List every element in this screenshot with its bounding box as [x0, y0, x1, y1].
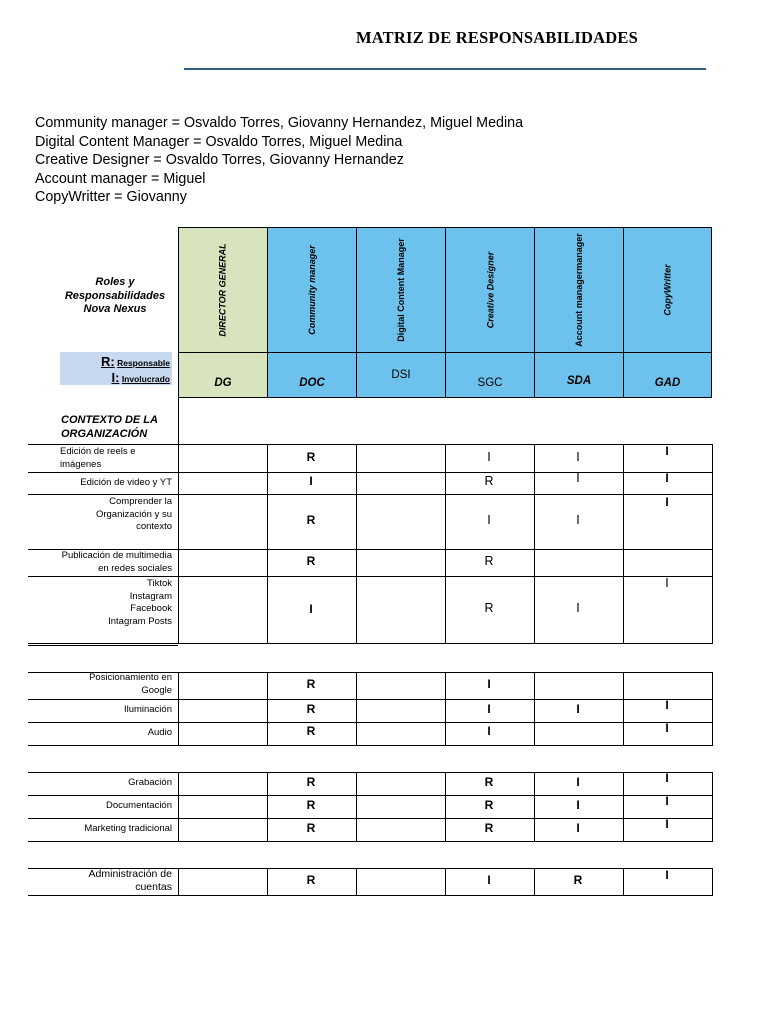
col-header-account-manager: [534, 227, 624, 353]
task-label-line: en redes sociales: [98, 562, 172, 574]
task-label: [80, 477, 172, 490]
matrix-cell: R: [306, 724, 316, 738]
matrix-cell: I: [665, 576, 669, 590]
grid-vline: [623, 576, 624, 644]
matrix-cell: I: [665, 817, 669, 831]
grid-vline: [623, 472, 624, 495]
grid-vline: [623, 772, 624, 796]
grid-vline: [356, 772, 357, 796]
matrix-cell: R: [306, 873, 316, 887]
task-label-line: cuentas: [135, 880, 172, 893]
grid-vline: [445, 472, 446, 495]
task-label: [128, 777, 172, 790]
grid-vline: [712, 699, 713, 723]
matrix-cell: R: [306, 775, 316, 789]
col-code-sgc: SGC: [445, 352, 535, 398]
matrix-cell: R: [306, 702, 316, 716]
grid-vline: [178, 699, 179, 723]
grid-hline: [28, 643, 712, 644]
grid-vline: [267, 494, 268, 550]
grid-vline: [623, 818, 624, 842]
legend-r-letter: R:: [101, 354, 115, 369]
grid-vline: [267, 472, 268, 495]
matrix-cell: I: [665, 771, 669, 785]
col-code-dsi: DSI: [356, 352, 446, 398]
grid-vline: [623, 549, 624, 577]
grid-vline: [178, 772, 179, 796]
task-label: [62, 550, 172, 575]
grid-vline: [445, 494, 446, 550]
matrix-cell: I: [487, 677, 491, 691]
task-label: [148, 727, 172, 740]
grid-vline: [623, 672, 624, 700]
matrix-cell: I: [665, 721, 669, 735]
grid-vline: [712, 772, 713, 796]
section-label-line: ORGANIZACIÓN: [61, 428, 148, 440]
task-label: [96, 496, 172, 534]
task-label-line: Comprender la: [109, 496, 172, 507]
task-label-line: Audio: [147, 727, 172, 738]
grid-vline: [623, 795, 624, 819]
matrix-cell: I: [576, 821, 580, 835]
grid-vline: [712, 576, 713, 644]
grid-vline: [445, 795, 446, 819]
role-line: Account manager = Miguel: [35, 170, 206, 187]
matrix-cell: I: [576, 450, 580, 464]
matrix-cell: R: [306, 798, 316, 812]
title-underline: [184, 68, 706, 70]
matrix-cell: R: [306, 554, 316, 568]
grid-vline: [534, 672, 535, 700]
task-label-line: imágenes: [60, 458, 102, 470]
matrix-cell: R: [484, 554, 494, 568]
grid-hline: [28, 472, 712, 473]
col-header-text: DIRECTOR GENERAL: [218, 243, 228, 337]
grid-hline: [28, 772, 712, 773]
grid-vline: [712, 494, 713, 550]
grid-vline: [356, 444, 357, 473]
grid-vline: [534, 818, 535, 842]
grid-vline: [267, 444, 268, 473]
grid-vline: [356, 818, 357, 842]
matrix-cell: I: [665, 444, 669, 458]
task-label-line: Administración de: [88, 868, 172, 880]
col-code-dg: DG: [178, 352, 268, 398]
grid-vline: [178, 576, 179, 644]
matrix-cell: I: [665, 794, 669, 808]
matrix-corner-label: [55, 276, 175, 317]
grid-vline: [623, 868, 624, 896]
document-title: MATRIZ DE RESPONSABILIDADES: [356, 28, 638, 47]
grid-hline: [28, 494, 712, 495]
grid-hline: [28, 745, 712, 746]
grid-vline: [178, 398, 179, 444]
grid-hline: [28, 841, 712, 842]
matrix-cell: I: [576, 798, 580, 812]
grid-vline: [445, 699, 446, 723]
grid-vline: [712, 444, 713, 473]
col-header-community-manager: [267, 227, 357, 353]
matrix-cell: I: [665, 495, 669, 509]
grid-hline: [28, 699, 712, 700]
task-label-line: Iluminación: [123, 704, 172, 715]
col-code-doc: DOC: [267, 352, 357, 398]
grid-vline: [356, 672, 357, 700]
grid-vline: [267, 672, 268, 700]
matrix-cell: I: [576, 702, 580, 716]
col-code-sda: SDA: [534, 352, 624, 398]
grid-vline: [623, 494, 624, 550]
grid-vline: [712, 795, 713, 819]
matrix-cell: I: [576, 775, 580, 789]
grid-vline: [445, 672, 446, 700]
task-label-line: Organización y su: [95, 508, 172, 520]
grid-vline: [356, 722, 357, 746]
matrix-cell: I: [487, 450, 491, 464]
role-line: Digital Content Manager = Osvaldo Torres, Miguel Medina: [35, 133, 403, 150]
role-line: CopyWritter = Giovanny: [35, 189, 187, 206]
grid-vline: [178, 444, 179, 473]
matrix-cell: I: [665, 698, 669, 712]
matrix-cell: R: [306, 450, 316, 464]
grid-vline: [445, 818, 446, 842]
grid-hline: [28, 722, 712, 723]
col-header-text: Digital Content Manager: [396, 238, 407, 342]
matrix-cell: I: [576, 601, 580, 615]
grid-vline: [712, 722, 713, 746]
grid-vline: [356, 494, 357, 550]
grid-vline: [356, 868, 357, 896]
legend-involucrado: [111, 370, 170, 385]
grid-hline: [28, 795, 712, 796]
matrix-cell: I: [309, 602, 313, 616]
grid-vline: [178, 818, 179, 842]
matrix-cell: I: [487, 513, 491, 527]
matrix-cell: I: [487, 724, 491, 738]
grid-vline: [178, 472, 179, 495]
task-label-line: Grabación: [128, 777, 172, 788]
col-header-creative-designer: [445, 227, 535, 353]
legend-box: [60, 352, 172, 385]
corner-label-line: Responsabilidades: [64, 289, 166, 302]
task-label-line: Intagram Posts: [108, 615, 172, 627]
grid-vline: [534, 722, 535, 746]
matrix-cell: R: [484, 821, 494, 835]
grid-vline: [178, 549, 179, 577]
matrix-cell: R: [484, 798, 494, 812]
col-header-copywritter: [623, 227, 712, 353]
grid-vline: [712, 549, 713, 577]
grid-vline: [445, 868, 446, 896]
matrix-cell: R: [484, 775, 494, 789]
grid-vline: [267, 868, 268, 896]
role-line: Community manager = Osvaldo Torres, Giovanny Hernandez, Miguel Medina: [35, 115, 524, 131]
matrix-cell: I: [576, 471, 580, 485]
task-label-line: Tiktok: [147, 578, 172, 589]
corner-label-line: Roles y: [95, 276, 135, 288]
grid-vline: [267, 699, 268, 723]
task-label: [106, 800, 172, 813]
grid-hline: [28, 895, 712, 896]
legend-i-letter: I:: [111, 370, 120, 385]
grid-vline: [534, 472, 535, 495]
grid-hline: [28, 818, 712, 819]
grid-vline: [445, 576, 446, 644]
task-label: [89, 868, 172, 893]
task-label-line: Facebook: [130, 603, 172, 614]
task-label-line: Edición de reels e: [60, 446, 136, 457]
corner-label-line: Nova Nexus: [83, 303, 147, 315]
grid-vline: [356, 699, 357, 723]
task-label-line: Posicionamiento en: [89, 672, 172, 683]
task-label-line: Documentación: [105, 800, 172, 811]
role-line: Creative Designer = Osvaldo Torres, Giovanny Hernandez: [35, 152, 404, 169]
task-label-line: Marketing tradicional: [84, 823, 172, 834]
grid-vline: [712, 818, 713, 842]
grid-vline: [356, 576, 357, 644]
matrix-cell: R: [573, 873, 583, 887]
section-label-line: CONTEXTO DE LA: [61, 414, 158, 426]
grid-vline: [445, 549, 446, 577]
grid-hline: [28, 645, 178, 646]
legend-r-text: Responsable: [117, 358, 170, 368]
matrix-cell: R: [484, 474, 494, 488]
col-header-text: Community manager: [307, 245, 317, 335]
grid-vline: [178, 868, 179, 896]
grid-vline: [356, 472, 357, 495]
grid-vline: [534, 772, 535, 796]
col-header-director-general: [178, 227, 268, 353]
grid-vline: [178, 672, 179, 700]
grid-hline: [28, 444, 712, 445]
matrix-cell: I: [309, 474, 313, 488]
grid-vline: [534, 576, 535, 644]
grid-vline: [356, 549, 357, 577]
grid-vline: [267, 549, 268, 577]
task-label-line: Publicación de multimedia: [61, 550, 172, 561]
task-label: [108, 578, 172, 628]
grid-vline: [712, 672, 713, 700]
grid-vline: [178, 795, 179, 819]
legend-i-text: Involucrado: [121, 374, 170, 384]
grid-vline: [623, 722, 624, 746]
grid-vline: [178, 722, 179, 746]
matrix-cell: I: [576, 513, 580, 527]
col-header-text: CopyWritter: [662, 264, 673, 316]
matrix-cell: R: [484, 601, 494, 615]
grid-vline: [445, 444, 446, 473]
section-label: [61, 413, 158, 441]
grid-vline: [267, 722, 268, 746]
matrix-cell: R: [306, 821, 316, 835]
grid-vline: [534, 444, 535, 473]
grid-hline: [28, 576, 712, 577]
matrix-cell: R: [306, 513, 316, 527]
grid-vline: [267, 772, 268, 796]
grid-vline: [445, 722, 446, 746]
grid-vline: [534, 868, 535, 896]
matrix-cell: I: [487, 873, 491, 887]
task-label: [89, 672, 172, 697]
grid-vline: [267, 795, 268, 819]
task-label-line: contexto: [136, 521, 172, 532]
col-code-gad: GAD: [623, 352, 712, 398]
matrix-cell: I: [665, 471, 669, 485]
task-label: [84, 823, 172, 836]
grid-vline: [178, 494, 179, 550]
grid-vline: [356, 795, 357, 819]
grid-vline: [534, 699, 535, 723]
task-label-line: Edición de video y YT: [80, 477, 172, 488]
grid-vline: [267, 818, 268, 842]
matrix-cell: I: [487, 702, 491, 716]
task-label-line: Instagram: [129, 590, 172, 602]
col-header-text: Account managermanager: [574, 233, 585, 347]
grid-vline: [534, 494, 535, 550]
task-label: [60, 446, 136, 471]
col-header-text: Creative Designer: [484, 251, 495, 329]
grid-vline: [623, 699, 624, 723]
task-label-line: Google: [141, 684, 172, 696]
grid-vline: [623, 444, 624, 473]
grid-vline: [712, 868, 713, 896]
grid-vline: [267, 576, 268, 644]
legend-responsable: [101, 354, 170, 369]
matrix-cell: R: [306, 677, 316, 691]
grid-vline: [445, 772, 446, 796]
grid-vline: [712, 472, 713, 495]
roles-list: [35, 114, 523, 207]
task-label: [124, 704, 172, 717]
grid-vline: [534, 549, 535, 577]
col-header-digital-content-manager: [356, 227, 446, 353]
matrix-cell: I: [665, 868, 669, 882]
grid-vline: [534, 795, 535, 819]
